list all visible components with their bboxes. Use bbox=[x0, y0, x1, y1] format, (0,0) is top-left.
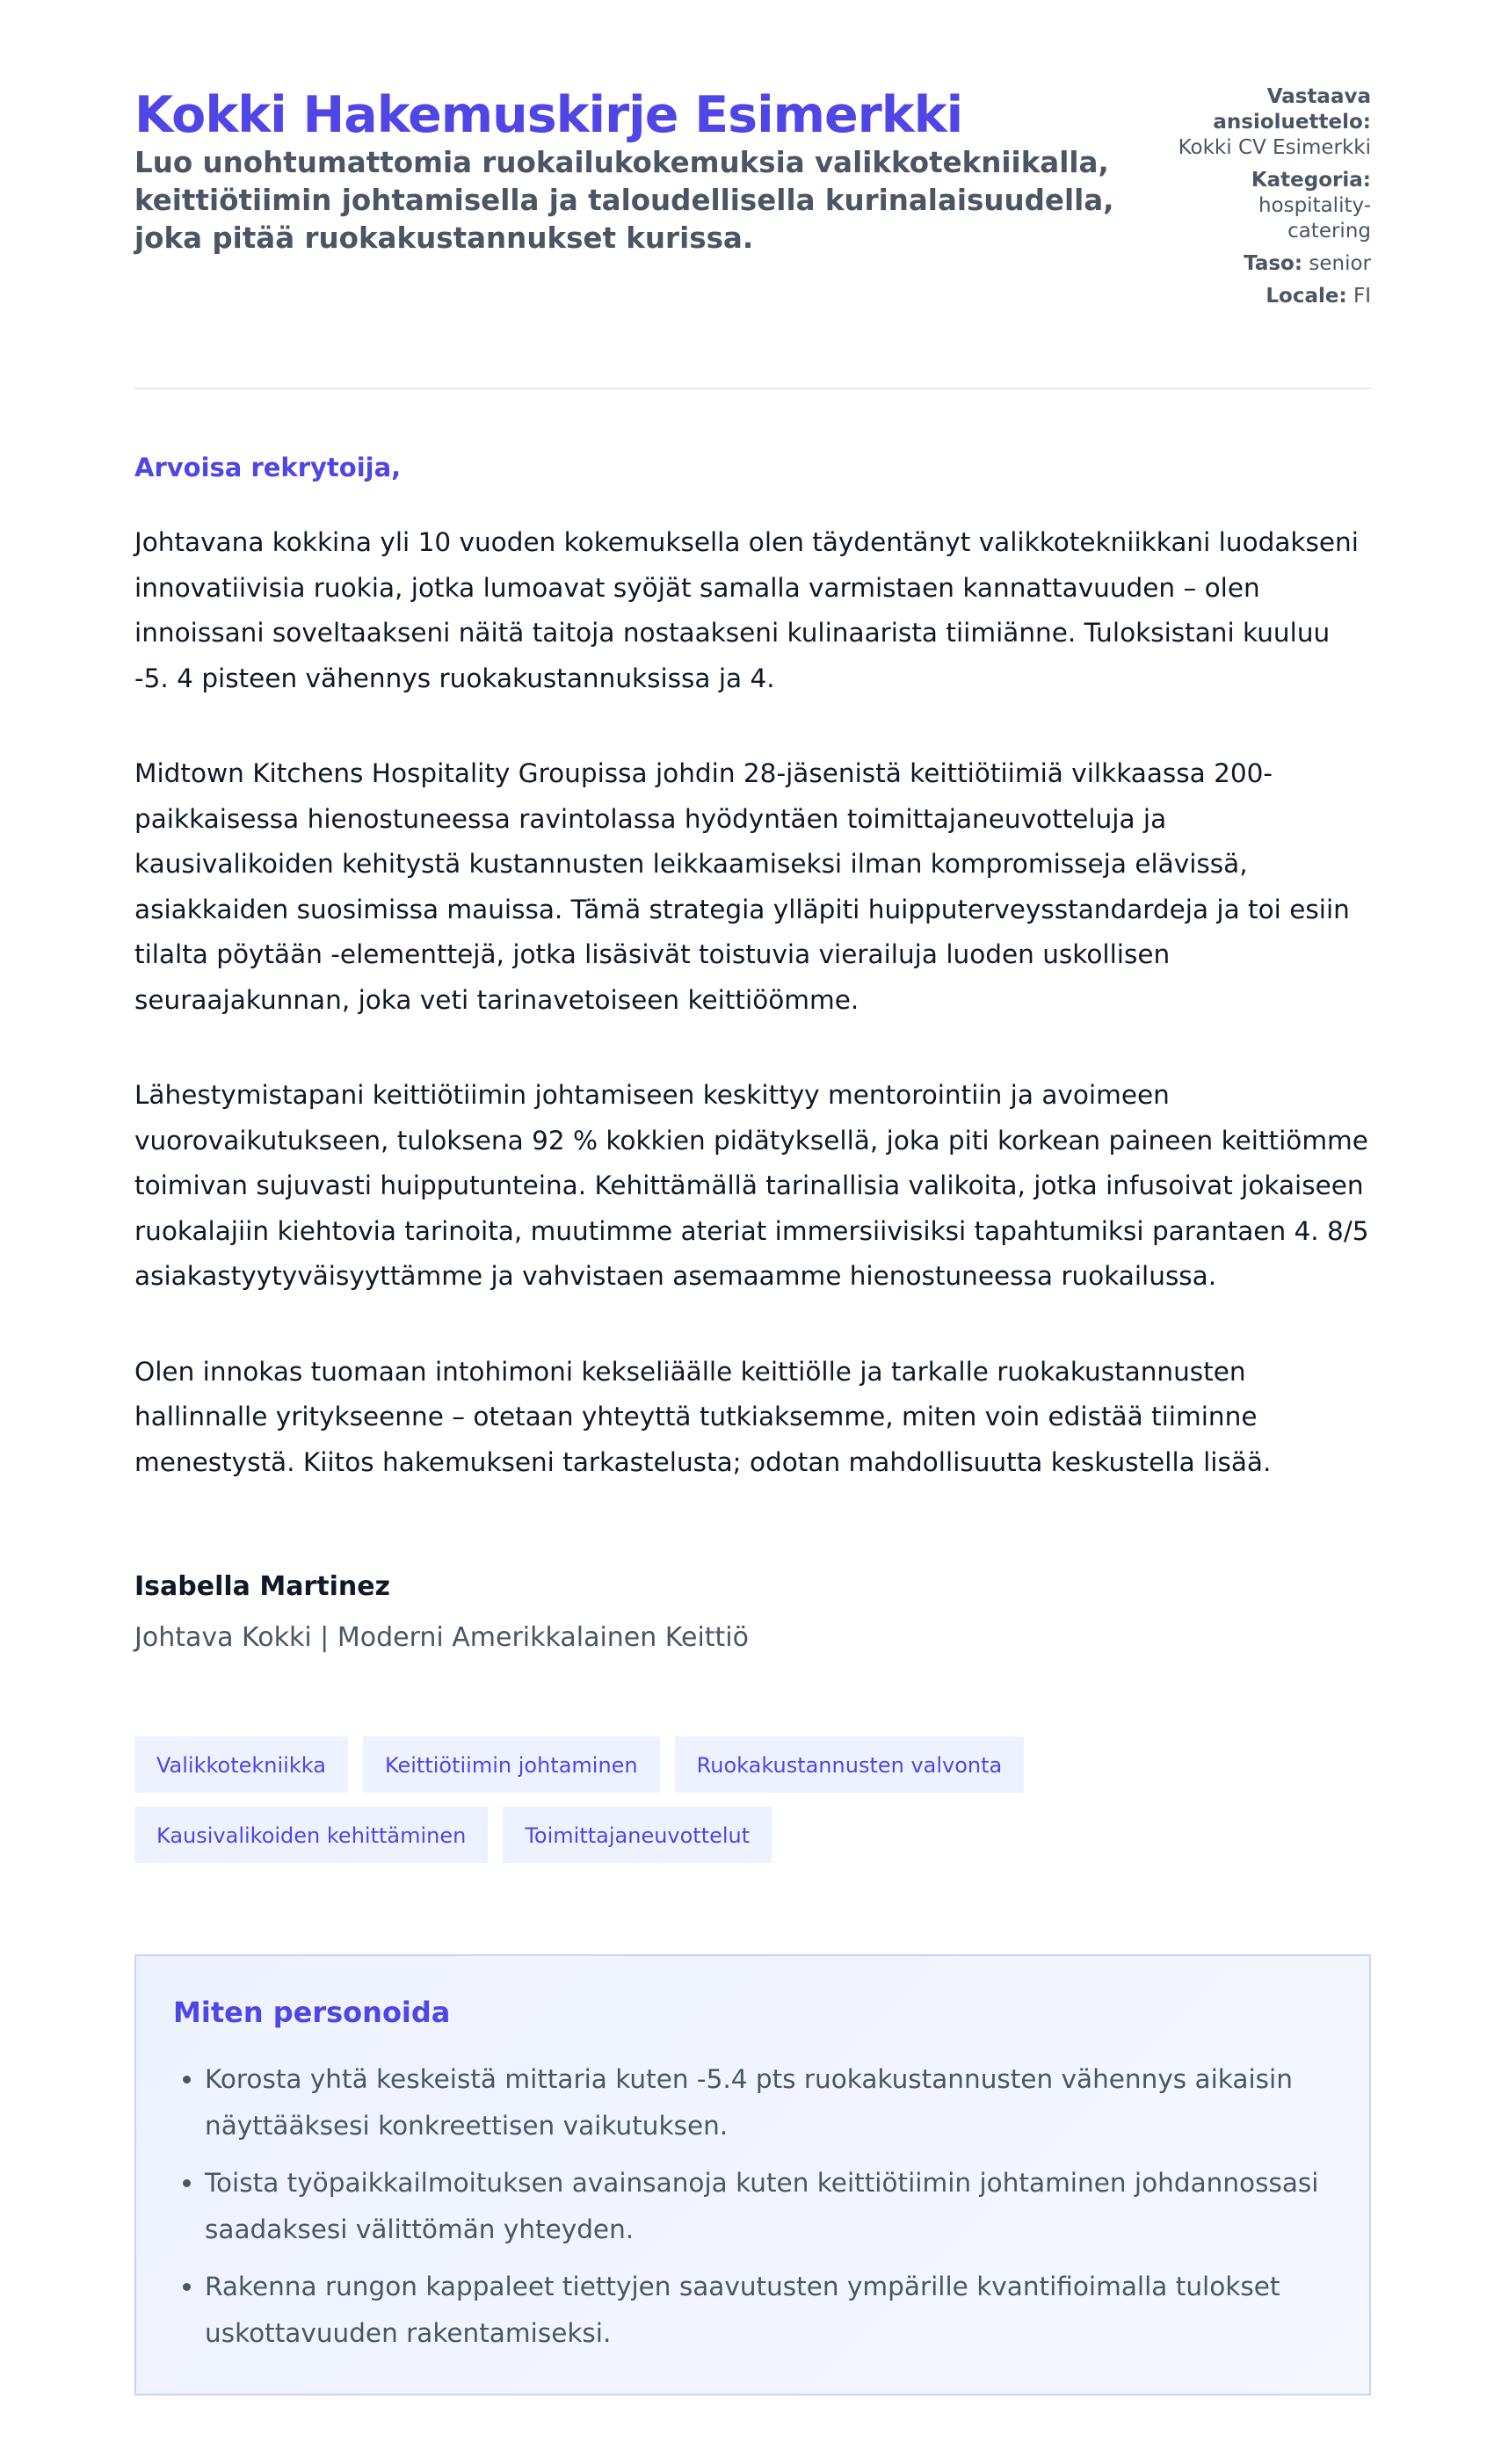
tips-list bbox=[205, 2056, 1338, 2367]
skill-tag: Ruokakustannusten valvonta bbox=[675, 1736, 1025, 1793]
letter-paragraph: Midtown Kitchens Hospitality Groupissa johdin 28-jäsenistä keittiötiimiä vilkkaassa 200-paikkaisessa hienostuneessa ravintolassa hyödyntäen toimittajaneuvotteluja ja kausivalikoiden kehitystä kustannusten leikkaamiseksi ilman kompromisseja elävissä, asiakkaiden suosimissa mauissa. Tämä strategia ylläpiti huipputerveysstandardeja ja toi esiin tilalta pöytään -elementtejä, jotka lisäsivät toistuvia vierailuja luoden uskollisen seuraajakunnan, joka veti tarinavetoiseen keittiöömme. bbox=[134, 758, 1350, 1015]
letter-body bbox=[134, 520, 1371, 1535]
skill-tag: Toimittajaneuvottelut bbox=[503, 1807, 772, 1863]
meta-level bbox=[1178, 251, 1371, 277]
skill-tags bbox=[134, 1736, 1371, 1877]
meta-resume-value: Kokki CV Esimerkki bbox=[1178, 136, 1371, 159]
skill-tag: Valikkotekniikka bbox=[134, 1736, 348, 1793]
meta-locale bbox=[1178, 284, 1371, 309]
signature-role: Johtava Kokki | Moderni Amerikkalainen Keittiö bbox=[134, 1622, 749, 1653]
tips-item: • Rakenna rungon kappaleet tiettyjen saavutusten ympärille kvantifioimalla tulokset uskottavuuden rakentamiseksi. bbox=[205, 2264, 1338, 2357]
meta-resume bbox=[1178, 84, 1371, 161]
tips-item: • Korosta yhtä keskeistä mittaria kuten -5.4 pts ruokakustannusten vähennys aikaisin näyttääksesi konkreettisen vaikutuksen. bbox=[205, 2056, 1338, 2149]
meta-resume-label: Vastaava ansioluettelo: bbox=[1213, 85, 1371, 134]
meta-locale-label: Locale: bbox=[1266, 285, 1347, 308]
personalization-tips-box bbox=[134, 1954, 1371, 2395]
page-title: Kokki Hakemuskirje Esimerkki bbox=[134, 86, 963, 144]
signature-name: Isabella Martinez bbox=[134, 1571, 391, 1602]
letter-paragraph: Lähestymistapani keittiötiimin johtamiseen keskittyy mentorointiin ja avoimeen vuorovaikutukseen, tuloksena 92 % kokkien pidätyksellä, joka piti korkean paineen keittiömme toimivan sujuvasti huipputunteina. Kehittämällä tarinallisia valikoita, jotka infusoivat jokaiseen ruokalajiin kiehtovia tarinoita, muutimme ateriat immersiivisiksi tapahtumiksi parantaen 4. 8/5 asiakastyytyväisyyttämme ja vahvistaen asemaamme hienostuneessa ruokailussa. bbox=[134, 1080, 1369, 1291]
metadata-panel bbox=[1178, 84, 1371, 316]
letter-paragraph: Johtavana kokkina yli 10 vuoden kokemuksella olen täydentänyt valikkotekniikkani luodakseni innovatiivisia ruokia, jotka lumoavat syöjät samalla varmistaen kannattavuuden – olen innoissani soveltaakseni näitä taitoja nostaakseni kulinaarista tiimiänne. Tuloksistani kuuluu -5. 4 pisteen vähennys ruokakustannuksissa ja 4. bbox=[134, 527, 1359, 693]
meta-category bbox=[1178, 168, 1371, 244]
skill-tag: Keittiötiimin johtaminen bbox=[363, 1736, 660, 1793]
tips-title: Miten personoida bbox=[173, 1996, 451, 2029]
tips-item: • Toista työpaikkailmoituksen avainsanoja kuten keittiötiimin johtaminen johdannossasi saadaksesi välittömän yhteyden. bbox=[205, 2160, 1338, 2253]
meta-level-label: Taso: bbox=[1244, 252, 1303, 275]
page-subtitle: Luo unohtumattomia ruokailukokemuksia valikkotekniikalla, keittiötiimin johtamisella ja taloudellisella kurinalaisuudella, joka pitää ruokakustannukset kurissa. bbox=[134, 146, 1114, 255]
meta-category-label: Kategoria: bbox=[1251, 169, 1371, 192]
meta-locale-value: FI bbox=[1353, 285, 1371, 308]
skill-tag: Kausivalikoiden kehittäminen bbox=[134, 1807, 488, 1863]
page-header bbox=[134, 84, 1371, 387]
meta-category-value: hospitality-catering bbox=[1258, 194, 1371, 243]
letter-greeting: Arvoisa rekrytoija, bbox=[134, 453, 402, 482]
letter-paragraph: Olen innokas tuomaan intohimoni kekseliäälle keittiölle ja tarkalle ruokakustannusten hallinnalle yritykseenne – otetaan yhteyttä tutkiaksemme, miten voin edistää tiiminne menestystä. Kiitos hakemukseni tarkastelusta; odotan mahdollisuutta keskustella lisää. bbox=[134, 1356, 1272, 1477]
meta-level-value: senior bbox=[1309, 252, 1371, 275]
header-divider bbox=[134, 388, 1371, 389]
